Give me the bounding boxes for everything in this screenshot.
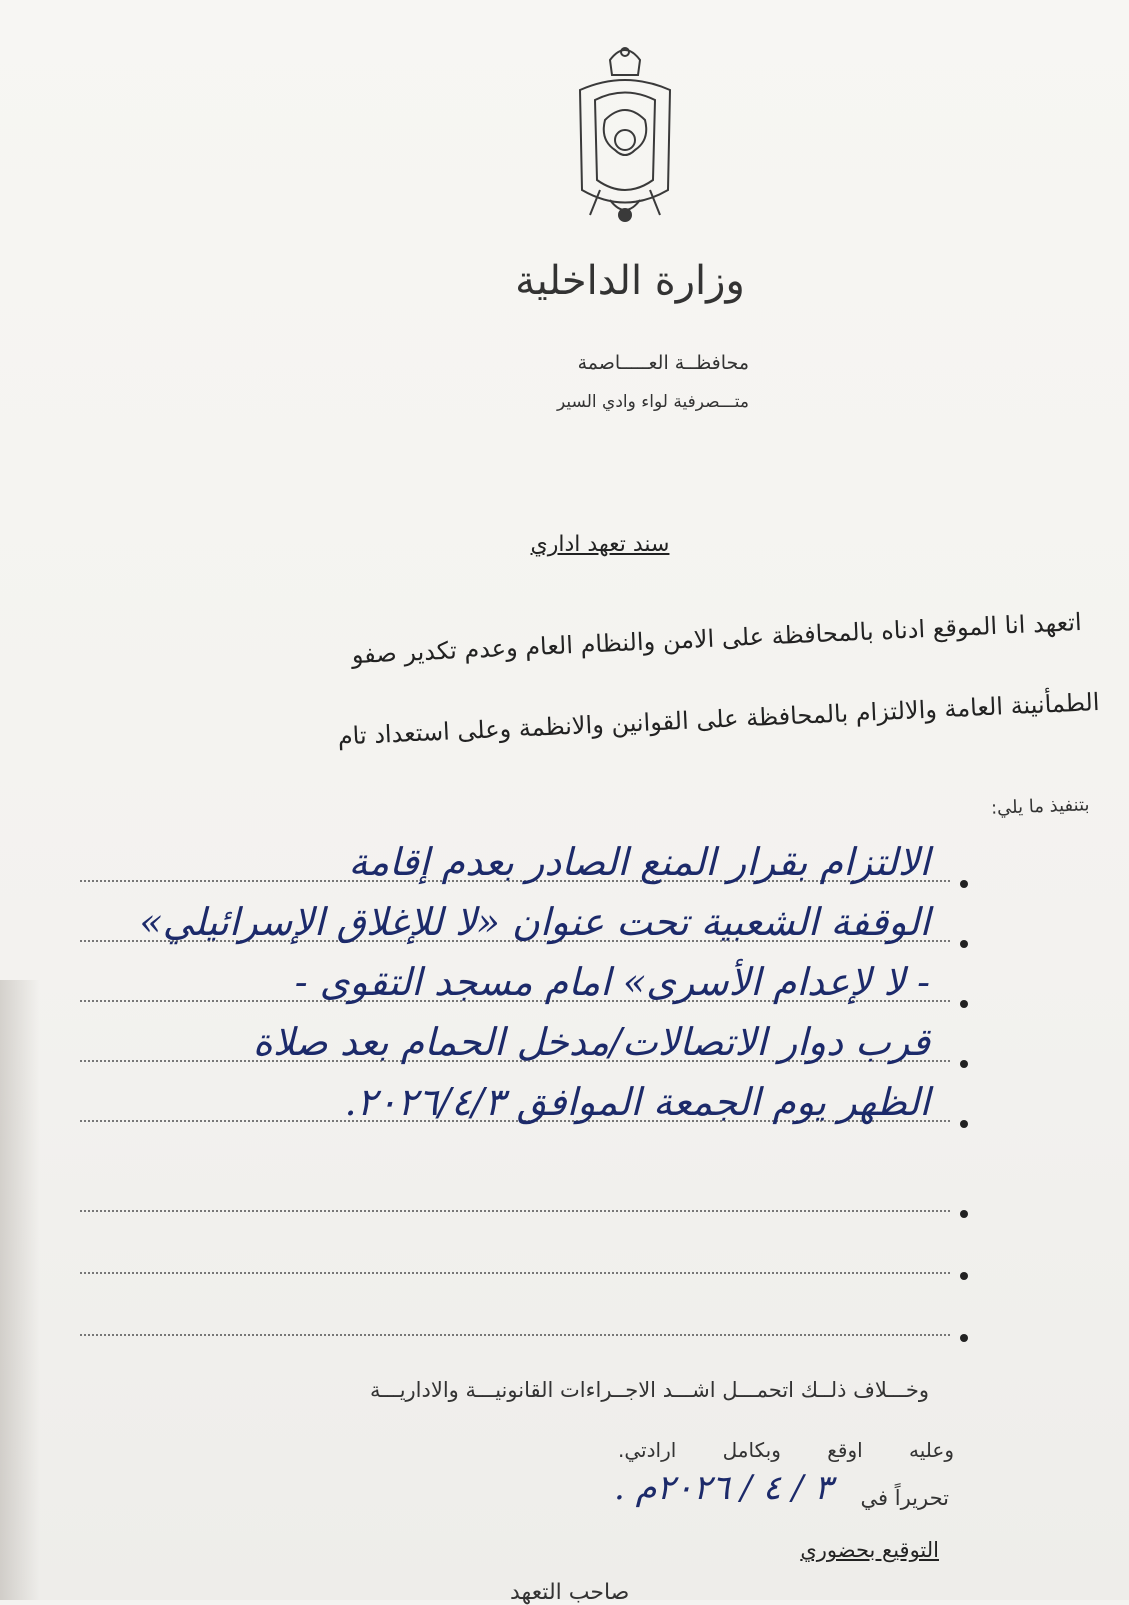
- bullet: [960, 1210, 968, 1218]
- bullet: [960, 1060, 968, 1068]
- list-item: [70, 838, 1000, 888]
- handwritten-text: قرب دوار الاتصالات/مدخل الحمام بعد صلاة: [252, 1020, 930, 1064]
- bullet: [960, 1000, 968, 1008]
- list-item: [70, 958, 1000, 1008]
- signed-in-presence-label: التوقيع بحضوري: [800, 1538, 939, 1562]
- legal-warning: وخـــلاف ذلــك اتحمـــل اشـــد الاجــراءات القانونيـــة والاداريـــة: [369, 1378, 929, 1402]
- page-shadow: [0, 980, 40, 1600]
- written-on-label: تحريراً في: [860, 1486, 949, 1510]
- handwritten-text: الوقفة الشعبية تحت عنوان «لا للإغلاق الإسرائيلي»: [139, 900, 930, 944]
- bullet: [960, 1272, 968, 1280]
- list-item: [70, 1078, 1000, 1128]
- bullet: [960, 1120, 968, 1128]
- handwritten-text: الالتزام بقرار المنع الصادر بعدم إقامة: [348, 840, 930, 884]
- coat-of-arms-emblem: [560, 40, 690, 230]
- list-item: [70, 1168, 1000, 1218]
- document-title: سند تعهد اداري: [530, 532, 670, 557]
- pledge-intro: بتنفيذ ما يلي:: [990, 794, 1090, 819]
- signature-statement: وعليه اوقع وبكامل ارادتي.: [618, 1438, 954, 1462]
- list-item: [70, 1230, 1000, 1280]
- pledge-owner-label: صاحب التعهد: [510, 1580, 630, 1605]
- bullet: [960, 880, 968, 888]
- list-item: [70, 1018, 1000, 1068]
- dotted-line: [80, 1272, 950, 1274]
- bullet: [960, 940, 968, 948]
- list-item: [70, 898, 1000, 948]
- pledge-line-1: اتعهد انا الموقع ادناه بالمحافظة على الامن والنظام العام وعدم تكدير صفو: [350, 608, 1082, 670]
- handwritten-text: - لا لإعدام الأسرى» امام مسجد التقوى -: [294, 960, 930, 1004]
- district-name: متـــصرفية لواء وادي السير: [557, 392, 749, 412]
- handwritten-date: ٣ / ٤ / ٢٠٢٦م .: [614, 1468, 833, 1508]
- bullet: [960, 1334, 968, 1342]
- handwritten-text: الظهر يوم الجمعة الموافق ٢٠٢٦/٤/٣.: [344, 1080, 930, 1124]
- ministry-name: وزارة الداخلية: [515, 258, 745, 304]
- dotted-line: [80, 1334, 950, 1336]
- pledge-line-2: الطمأنينة العامة والالتزام بالمحافظة على القوانين والانظمة وعلى استعداد تام: [336, 688, 1100, 751]
- list-item: [70, 1292, 1000, 1342]
- governorate-name: محافظــة العـــــاصمة: [577, 352, 749, 374]
- dotted-line: [80, 1210, 950, 1212]
